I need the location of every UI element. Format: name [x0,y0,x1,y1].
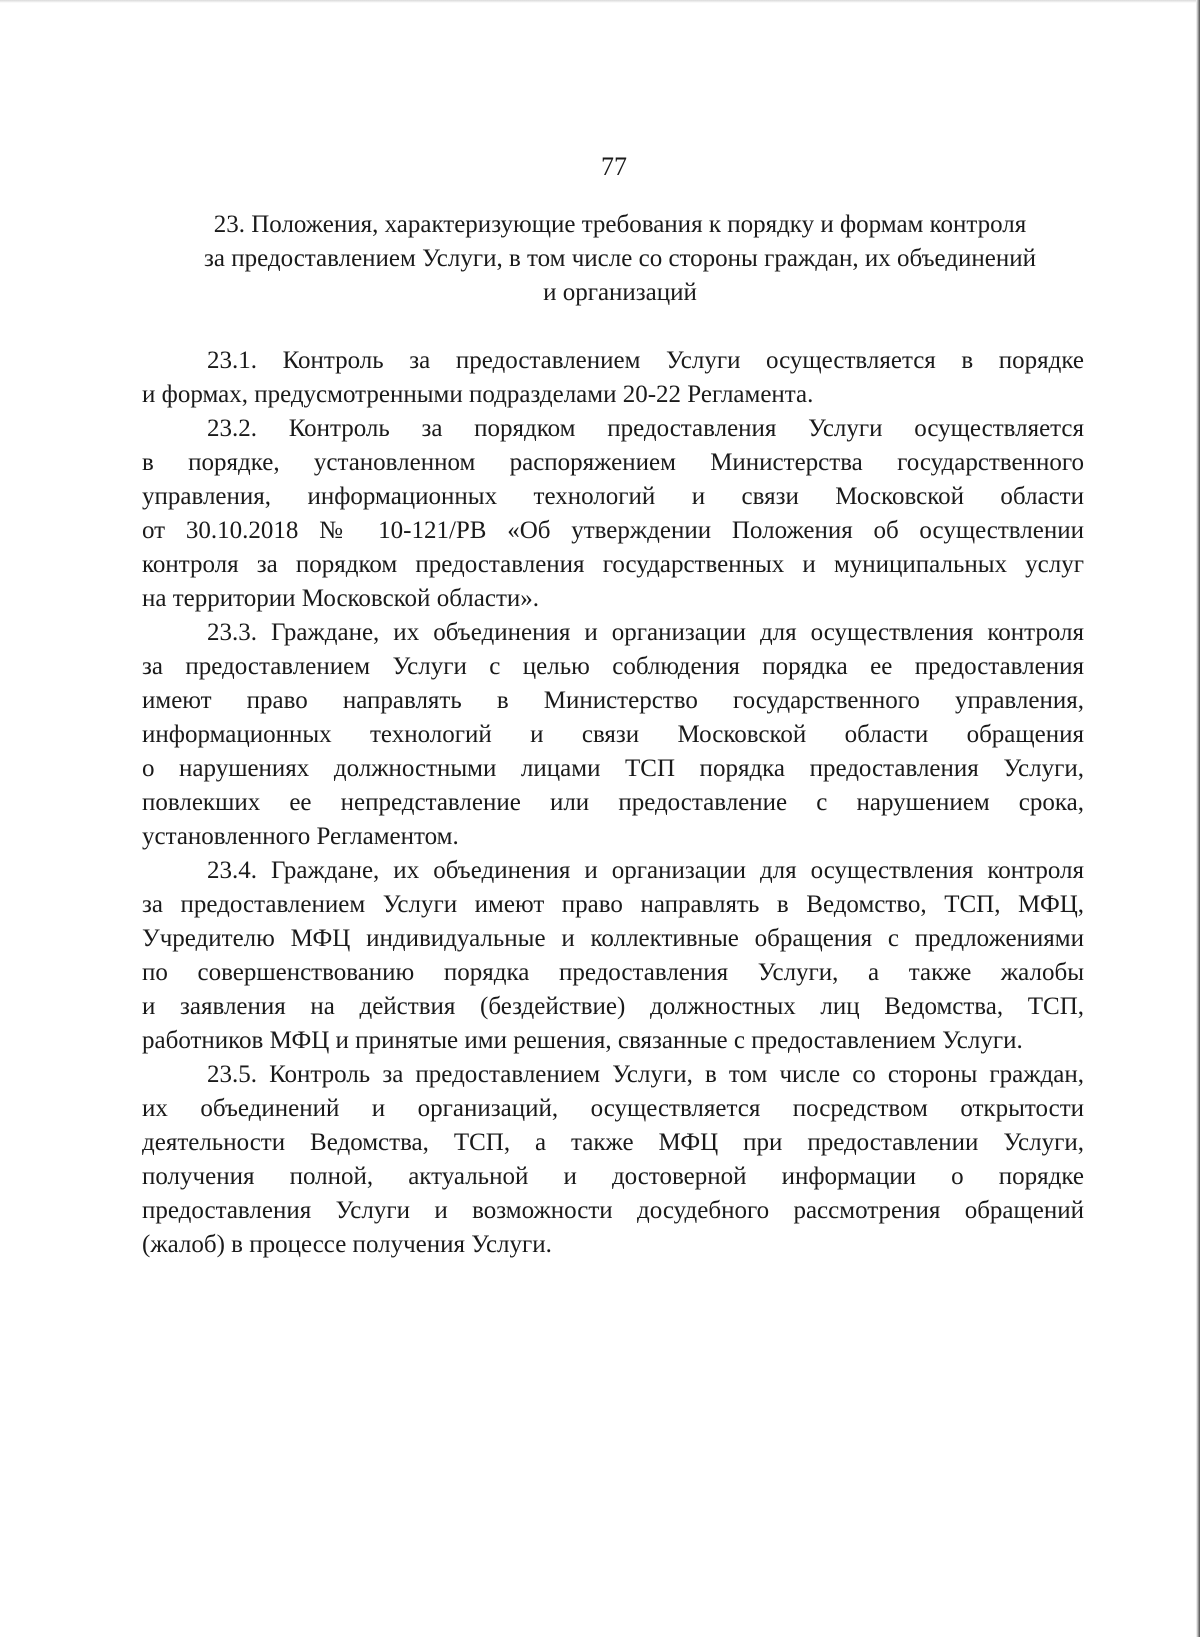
paragraph-23-2 [142,412,1084,616]
text-line: управления, информационных технологий и связи Московской области [142,483,1084,510]
text-line: деятельности Ведомства, ТСП, а также МФЦ при предоставлении Услуги, [142,1129,1084,1156]
text-line: за предоставлением Услуги с целью соблюдения порядка ее предоставления [142,653,1084,680]
text-line: повлекших ее непредставление или предоставление с нарушением срока, [142,789,1084,816]
text-line: контроля за порядком предоставления государственных и муниципальных услуг [142,551,1084,578]
text-line: их объединений и организаций, осуществляется посредством открытости [142,1095,1084,1122]
scan-right-edge [1196,0,1200,1637]
text-line: 23.4. Граждане, их объединения и организации для осуществления контроля [207,857,1084,884]
section-title-line: 23. Положения, характеризующие требования к порядку и формам контроля [213,211,1027,238]
paragraph-23-1 [142,344,1084,412]
paragraph-23-3 [142,616,1084,854]
text-line: 23.5. Контроль за предоставлением Услуги, в том числе со стороны граждан, [207,1061,1084,1088]
paragraph-23-4 [142,854,1084,1058]
document-body [142,344,1084,1262]
text-line: и заявления на действия (бездействие) должностных лиц Ведомства, ТСП, [142,993,1084,1020]
section-title-line: и организаций [543,279,697,306]
scan-top-edge [0,0,1200,3]
text-line: получения полной, актуальной и достоверной информации о порядке [142,1163,1084,1190]
text-line: по совершенствованию порядка предоставления Услуги, а также жалобы [142,959,1084,986]
text-line: в порядке, установленном распоряжением Министерства государственного [142,449,1084,476]
text-line: информационных технологий и связи Московской области обращения [142,721,1084,748]
section-title-line: за предоставлением Услуги, в том числе со стороны граждан, их объединений [203,245,1037,272]
text-line: от 30.10.2018 № 10-121/РВ «Об утверждении Положения об осуществлении [142,517,1084,544]
text-line: работников МФЦ и принятые ими решения, связанные с предоставлением Услуги. [142,1027,1023,1054]
paragraph-23-5 [142,1058,1084,1262]
text-line: о нарушениях должностными лицами ТСП порядка предоставления Услуги, [142,755,1084,782]
section-title [150,208,1090,310]
text-line: имеют право направлять в Министерство государственного управления, [142,687,1084,714]
text-line: Учредителю МФЦ индивидуальные и коллективные обращения с предложениями [142,925,1084,952]
text-line: и формах, предусмотренными подразделами 20-22 Регламента. [142,381,814,408]
page-number: 77 [601,152,627,181]
text-line: (жалоб) в процессе получения Услуги. [142,1231,552,1258]
text-line: 23.2. Контроль за порядком предоставления Услуги осуществляется [207,415,1084,442]
text-line: предоставления Услуги и возможности досудебного рассмотрения обращений [142,1197,1084,1224]
text-line: 23.3. Граждане, их объединения и организации для осуществления контроля [207,619,1084,646]
text-line: установленного Регламентом. [142,823,459,850]
text-line: 23.1. Контроль за предоставлением Услуги осуществляется в порядке [207,347,1084,374]
text-line: на территории Московской области». [142,585,540,612]
text-line: за предоставлением Услуги имеют право направлять в Ведомство, ТСП, МФЦ, [142,891,1084,918]
